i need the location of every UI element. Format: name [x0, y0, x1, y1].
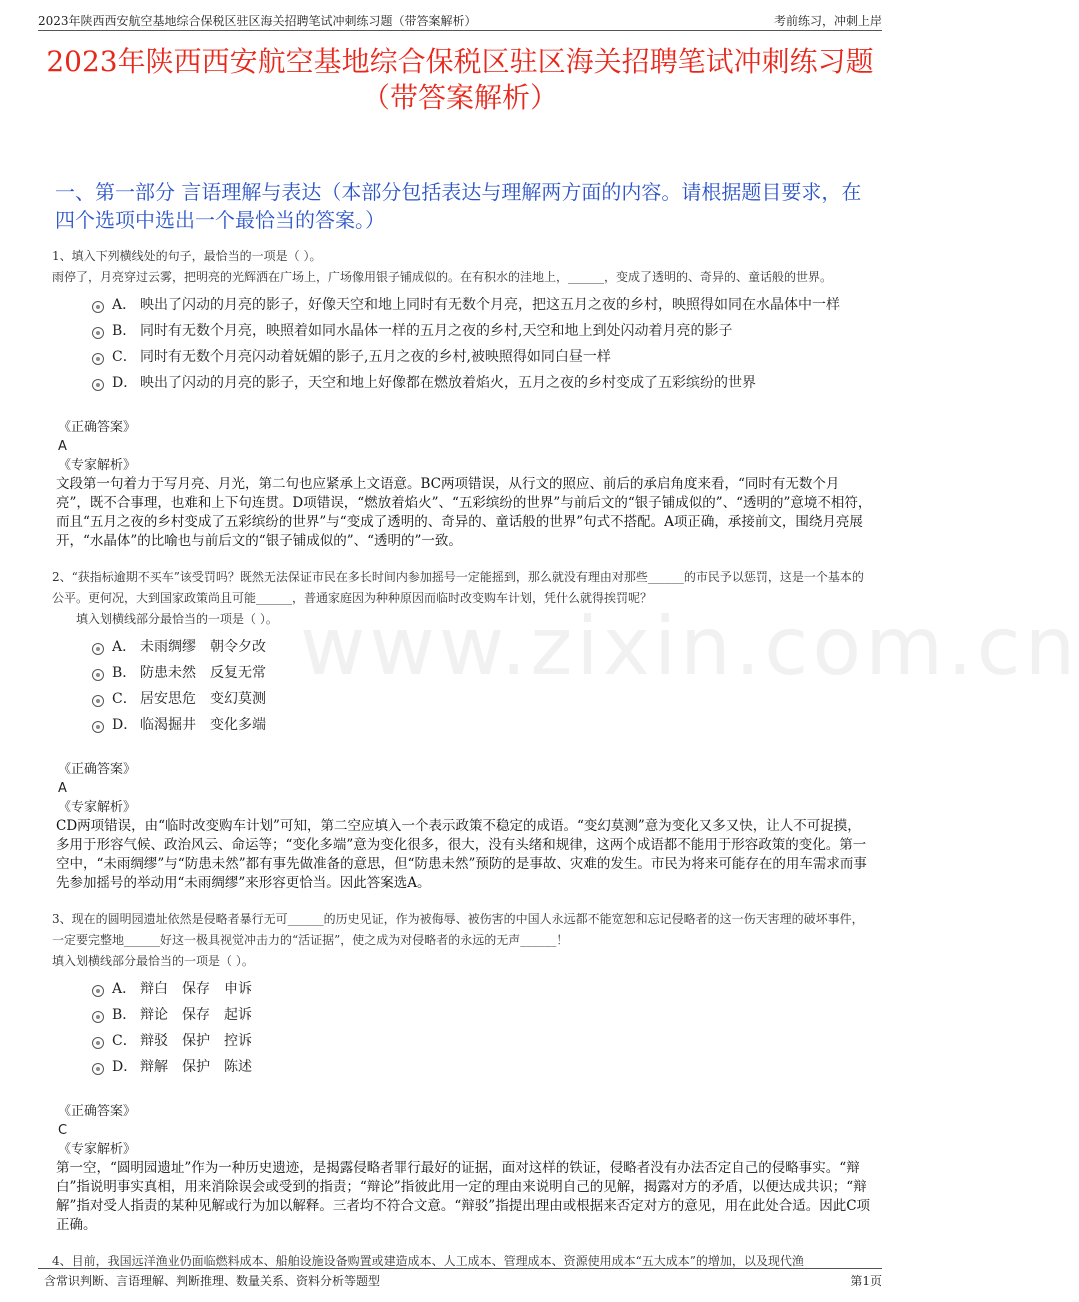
section-heading: 一、第一部分 言语理解与表达（本部分包括表达与理解两方面的内容。请根据题目要求，在四个选项中选出一个最恰当的答案。） [55, 180, 862, 232]
option-c[interactable] [92, 1028, 872, 1054]
radio-icon[interactable] [92, 721, 104, 733]
question-text: 3、现在的圆明园遗址依然是侵略者暴行无可______的历史见证，作为被侮辱、被伤害的中国人永远都不能宽恕和忘记侵略者的这一伤天害理的破坏事件，一定要完整地______好这一极具视觉冲击力的“活证据”，使之成为对侵略者的永远的无声______！ [52, 912, 864, 947]
radio-icon[interactable] [92, 985, 104, 997]
answer-label: 《正确答案》 [58, 1104, 137, 1119]
option-letter: A． [112, 297, 137, 313]
option-letter: A． [112, 639, 137, 655]
option-letter: C． [112, 349, 137, 365]
explanation-text: 文段第一句着力于写月亮、月光，第二句也应紧承上文语意。BC两项错误，从行文的照应、前后的承启角度来看，“同时有无数个月亮”，既不合事理，也难和上下句连贯。D项错误，“燃放着焰火”、“五彩缤纷的世界”与前后文的“银子铺成似的”、“透明的”意境不相符，而且“五月之夜的乡村变成了五彩缤纷的世界”与“变成了透明的、奇异的、童话般的世界”句式不搭配。A项正确，承接前文，围绕月亮展开，“水晶体”的比喻也与前后文的“银子铺成似的”、“透明的”一致。 [56, 476, 872, 549]
option-b[interactable] [92, 318, 872, 344]
page-header [38, 10, 882, 31]
option-text: 同时有无数个月亮，映照着如同水晶体一样的五月之夜的乡村,天空和地上到处闪动着月亮的影子 [140, 323, 733, 339]
radio-icon[interactable] [92, 327, 104, 339]
radio-icon[interactable] [92, 379, 104, 391]
option-text: 映出了闪动的月亮的影子，好像天空和地上同时有无数个月亮，把这五月之夜的乡村，映照得如同在水晶体中一样 [140, 297, 840, 313]
option-c[interactable] [92, 344, 872, 370]
question-text: 4、目前，我国远洋渔业仍面临燃料成本、船舶设施设备购置或建造成本、人工成本、管理成本、资源使用成本“五大成本”的增加，以及现代渔 [52, 1254, 804, 1268]
radio-icon[interactable] [92, 695, 104, 707]
option-text: 临渴掘井 变化多端 [140, 717, 266, 733]
radio-icon[interactable] [92, 1063, 104, 1075]
question-list [52, 246, 872, 1288]
option-letter: B． [112, 665, 137, 681]
option-list [92, 292, 872, 396]
option-text: 辩白 保存 申诉 [140, 981, 252, 997]
answer-block [58, 1102, 872, 1159]
explanation-text: 第一空，“圆明园遗址”作为一种历史遗迹，是揭露侵略者罪行最好的证据，面对这样的铁证，侵略者没有办法否定自己的侵略事实。“辩白”指说明事实真相，用来消除误会或受到的指责；“辩论”指彼此用一定的理由来说明自己的见解，揭露对方的矛盾，以便达成共识；“辩解”指对受人指责的某种见解或行为加以解释。三者均不符合文意。“辩驳”指提出理由或根据来否定对方的意见，用在此处合适。因此C项正确。 [56, 1160, 871, 1233]
question-2 [52, 567, 872, 893]
option-b[interactable] [92, 660, 872, 686]
answer-label: 《正确答案》 [58, 420, 137, 435]
header-doc-title: 2023年陕西西安航空基地综合保税区驻区海关招聘笔试冲刺练习题（带答案解析） [38, 14, 477, 28]
page-footer [38, 1268, 882, 1289]
explain-label: 《专家解析》 [58, 800, 137, 815]
radio-icon[interactable] [92, 643, 104, 655]
option-letter: D． [112, 717, 138, 733]
header-slogan: 考前练习，冲刺上岸 [773, 14, 882, 28]
option-b[interactable] [92, 1002, 872, 1028]
question-text: 2、“获指标逾期不买车”该受罚吗？既然无法保证市民在多长时间内参加摇号一定能摇到，那么就没有理由对那些______的市民予以惩罚，这是一个基本的公平。更何况，大到国家政策尚且可能______，普通家庭因为种种原因而临时改变购车计划，凭什么就得挨罚呢？ [52, 570, 864, 605]
option-letter: D． [112, 375, 138, 391]
option-a[interactable] [92, 292, 872, 318]
answer-block [58, 418, 872, 475]
radio-icon[interactable] [92, 353, 104, 365]
question-3 [52, 909, 872, 1235]
option-a[interactable] [92, 634, 872, 660]
explain-label: 《专家解析》 [58, 458, 137, 473]
watermark: www.zixin.com.cn [300, 600, 1079, 693]
option-a[interactable] [92, 976, 872, 1002]
option-letter: D． [112, 1059, 138, 1075]
option-list [92, 634, 872, 738]
answer-value: C [58, 1123, 68, 1138]
option-c[interactable] [92, 686, 872, 712]
option-text: 未雨绸缪 朝令夕改 [140, 639, 266, 655]
option-text: 辩驳 保护 控诉 [140, 1033, 252, 1049]
footer-topics: 含常识判断、言语理解、判断推理、数量关系、资料分析等题型 [44, 1274, 381, 1288]
answer-value: A [58, 781, 67, 796]
question-stem: 雨停了，月亮穿过云雾，把明亮的光辉洒在广场上，广场像用银子铺成似的。在有积水的洼地上，______，变成了透明的、奇异的、童话般的世界。 [52, 270, 833, 284]
radio-icon[interactable] [92, 1037, 104, 1049]
option-text: 辩解 保护 陈述 [140, 1059, 252, 1075]
explanation-text: CD两项错误，由“临时改变购车计划”可知，第二空应填入一个表示政策不稳定的成语。“变幻莫测”意为变化又多又快，让人不可捉摸，多用于形容气候、政治风云、命运等；“变化多端”意为变化很多，很大，没有头绪和规律，这两个成语都不能用于形容政策的变化。第一空中，“未雨绸缪”与“防患未然”都有事先做准备的意思，但“防患未然”预防的是事故、灾难的发生。市民为将来可能存在的用车需求而事先参加摇号的举动用“未雨绸缪”来形容更恰当。因此答案选A。 [56, 818, 867, 891]
document-title: 2023年陕西西安航空基地综合保税区驻区海关招聘笔试冲刺练习题（带答案解析） [46, 45, 874, 114]
option-text: 映出了闪动的月亮的影子，天空和地上好像都在燃放着焰火，五月之夜的乡村变成了五彩缤纷的世界 [140, 375, 756, 391]
radio-icon[interactable] [92, 669, 104, 681]
question-text: 1、填入下列横线处的句子，最恰当的一项是（ ）。 [52, 249, 322, 263]
option-text: 居安思危 变幻莫测 [140, 691, 266, 707]
option-text: 辩论 保存 起诉 [140, 1007, 252, 1023]
option-letter: C． [112, 691, 137, 707]
question-1 [52, 246, 872, 551]
option-d[interactable] [92, 712, 872, 738]
option-list [92, 976, 872, 1080]
radio-icon[interactable] [92, 1011, 104, 1023]
option-letter: C． [112, 1033, 137, 1049]
option-text: 同时有无数个月亮闪动着妩媚的影子,五月之夜的乡村,被映照得如同白昼一样 [140, 349, 611, 365]
question-stem: 填入划横线部分最恰当的一项是（ ）。 [52, 954, 254, 968]
explain-label: 《专家解析》 [58, 1142, 137, 1157]
page-number: 第1页 [850, 1274, 882, 1288]
option-letter: A． [112, 981, 137, 997]
option-d[interactable] [92, 370, 872, 396]
answer-label: 《正确答案》 [58, 762, 137, 777]
radio-icon[interactable] [92, 301, 104, 313]
option-letter: B． [112, 1007, 137, 1023]
option-text: 防患未然 反复无常 [140, 665, 266, 681]
option-d[interactable] [92, 1054, 872, 1080]
question-stem: 填入划横线部分最恰当的一项是（ ）。 [76, 612, 278, 626]
answer-block [58, 760, 872, 817]
option-letter: B． [112, 323, 137, 339]
answer-value: A [58, 439, 67, 454]
